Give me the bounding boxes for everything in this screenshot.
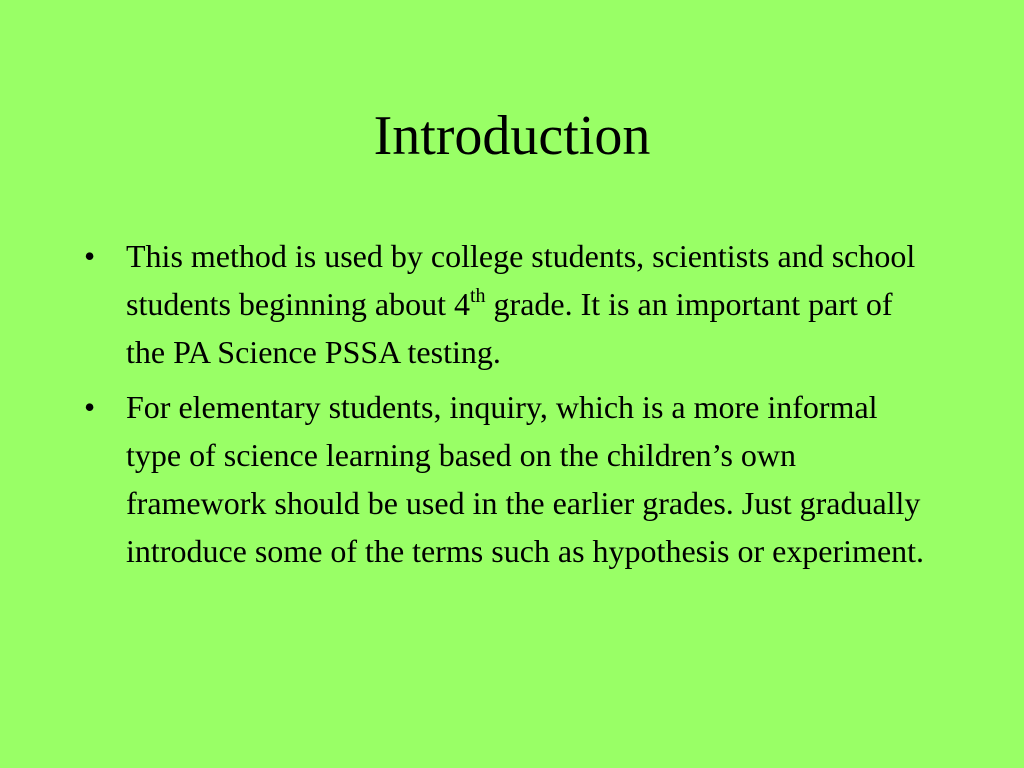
bullet-dot-icon: • [84,238,96,274]
ordinal-superscript: th [469,285,486,307]
bullet-1-text-after-superscript: grade. It is an important part of the PA Science PSSA testing. [126,286,893,370]
bullet-item-1 [84,232,934,376]
slide-title: Introduction [373,105,651,167]
bullet-item-2 [84,383,934,575]
bullet-dot-icon: • [84,389,96,425]
bullet-1-text [126,238,915,370]
bullet-1-text-before-superscript: This method is used by college students, scientists and school students beginning about 4 [126,238,916,322]
bullet-2-text: For elementary students, inquiry, which is a more informal type of science learning based on the children’s own framework should be used in the earlier grades. Just gradually introduce some of the terms such as hypothesis or experiment. [126,389,925,569]
bullet-list [84,232,934,582]
